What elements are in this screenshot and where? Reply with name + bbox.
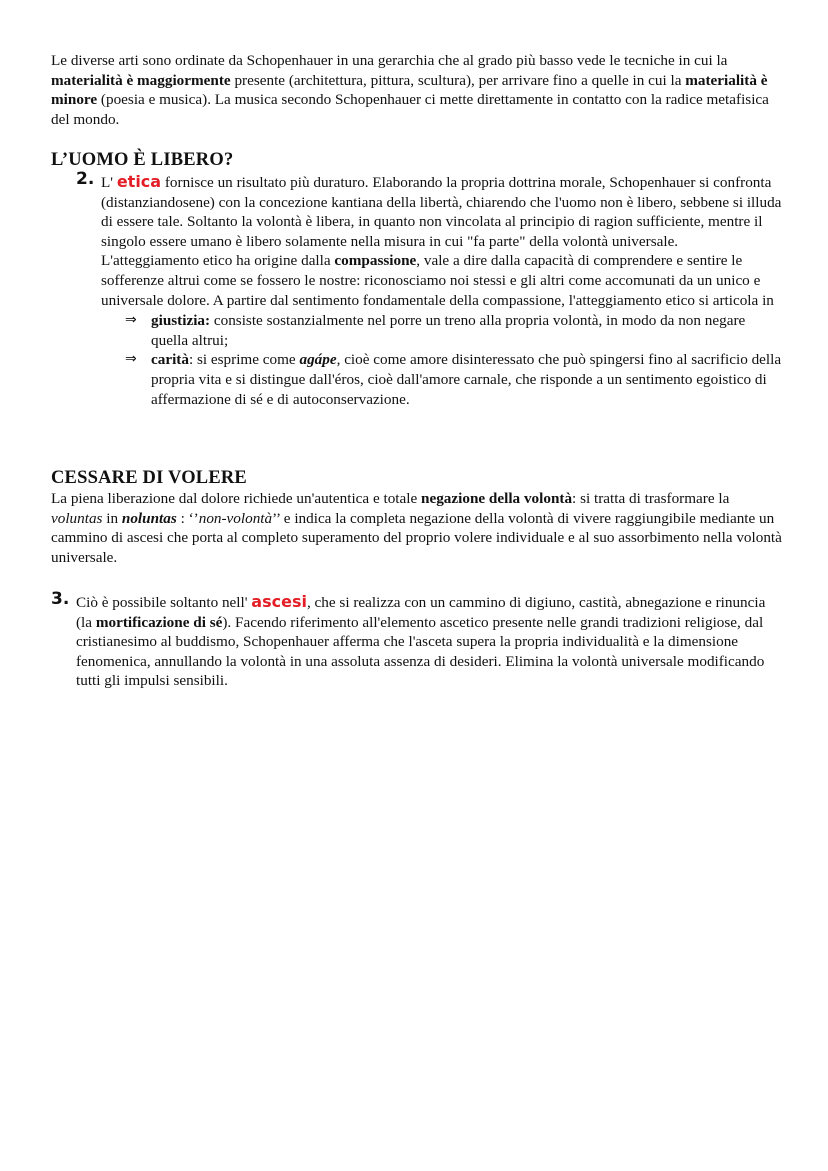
intro-bold: materialità è maggiormente xyxy=(51,71,231,89)
ascesi-text: ). Facendo riferimento all'elemento ascetico presente nelle grandi tradizioni religiose, dal cristianesimo al buddismo, Schopenhauer afferma che l'asceta supera la propria individualità e la dimensione fenomenica, annullando la volontà in una assoluta assenza di desideri. Elimina la volontà universale modificando tutti gli impulsi sensibili. xyxy=(76,613,765,690)
cessare-bold: negazione della volontà xyxy=(421,490,573,507)
cessare-paragraph xyxy=(51,489,783,567)
section-heading-cessare-di-volere: CESSARE DI VOLERE xyxy=(51,468,247,488)
etica-keyword: etica xyxy=(116,172,162,191)
noluntas-term: noluntas xyxy=(121,509,177,527)
carita-label: carità xyxy=(151,351,189,369)
sub-list xyxy=(125,311,783,409)
giustizia-text: consiste sostanzialmente nel porre un treno alla propria volontà, in modo da non negare quella altrui; xyxy=(151,312,746,349)
giustizia-label: giustizia: xyxy=(151,312,211,330)
list-item-giustizia xyxy=(125,311,783,350)
etica-text: fornisce un risultato più duraturo. Elaborando la propria dottrina morale, Schopenhauer si confronta (distanziandosene) con la concezione kantiana della libertà, chiarendo che l'uomo non è libero, sebbene si illuda di essere tale. Soltanto la volontà è libera, in quanto non vincolata al principio di ragion sufficiente, mentre il singolo essere umano è libero solamente nella misura in cui "fa parte" della volontà universale. xyxy=(101,174,782,250)
ascesi-keyword: ascesi xyxy=(251,592,307,611)
arrow-icon: ⇒ xyxy=(125,312,137,329)
cessare-text: : ‘’ xyxy=(176,509,199,527)
intro-text: presente (architettura, pittura, scultura), per arrivare fino a quelle in cui la xyxy=(230,71,686,89)
list-item-carita xyxy=(125,350,783,409)
arrow-icon: ⇒ xyxy=(125,351,137,368)
cessare-text: : si tratta di trasformare la xyxy=(572,490,730,507)
etica-block xyxy=(101,172,783,409)
compassione-paragraph xyxy=(101,251,783,310)
compassione-text: , vale a dire dalla capacità di comprendere e sentire le sofferenze altrui come se fossero le nostre: riconosciamo noi stessi e gli altri come accomunati da un unico e universale dolore. A partire dal sentimento fondamentale della compassione, l'atteggiamento etico si articola in xyxy=(101,252,774,309)
carita-text: , cioè come amore disinteressato che può spingersi fino al sacrificio della propria vita e si distingue dall'éros, cioè dall'amore carnale, che risponde a un sentimento egoistico di affermazione di sé e di autoconservazione. xyxy=(151,351,782,408)
intro-text: Le diverse arti sono ordinate da Schopenhauer in una gerarchia che al grado più basso vede le tecniche in cui la xyxy=(51,52,728,69)
ascesi-text: , che si realizza con un cammino di digiuno, castità, abnegazione e rinuncia (la xyxy=(76,594,766,631)
compassione-bold: compassione xyxy=(334,252,417,270)
non-volonta-term: non-volontà xyxy=(198,509,273,527)
agape-term: agápe xyxy=(299,351,337,369)
list-number-3: 3. xyxy=(51,589,70,609)
list-number-2: 2. xyxy=(76,169,95,189)
intro-paragraph xyxy=(51,51,783,129)
cessare-text: La piena liberazione dal dolore richiede un'autentica e totale xyxy=(51,490,422,507)
cessare-text: in xyxy=(102,509,122,527)
etica-paragraph xyxy=(101,172,783,251)
cessare-text: ’’ e indica la completa negazione della volontà di vivere raggiungibile mediante un cammino di ascesi che porta al completo superamento del proprio volere individuale e al suo assorbimento nella volontà universale. xyxy=(51,509,782,566)
section-heading-uomo-libero: L’UOMO È LIBERO? xyxy=(51,150,234,170)
voluntas-term: voluntas xyxy=(51,509,103,527)
ascesi-text: Ciò è possibile soltanto nell' xyxy=(76,594,252,611)
ascesi-paragraph xyxy=(76,592,783,691)
compassione-text: L'atteggiamento etico ha origine dalla xyxy=(101,252,335,270)
intro-text: (poesia e musica). La musica secondo Schopenhauer ci mette direttamente in contatto con la radice metafisica del mondo. xyxy=(51,91,769,128)
intro-bold: materialità è minore xyxy=(51,71,768,109)
ascesi-bold: mortificazione di sé xyxy=(95,613,223,631)
carita-text: : si esprime come xyxy=(188,351,300,369)
etica-text: L' xyxy=(101,174,117,191)
